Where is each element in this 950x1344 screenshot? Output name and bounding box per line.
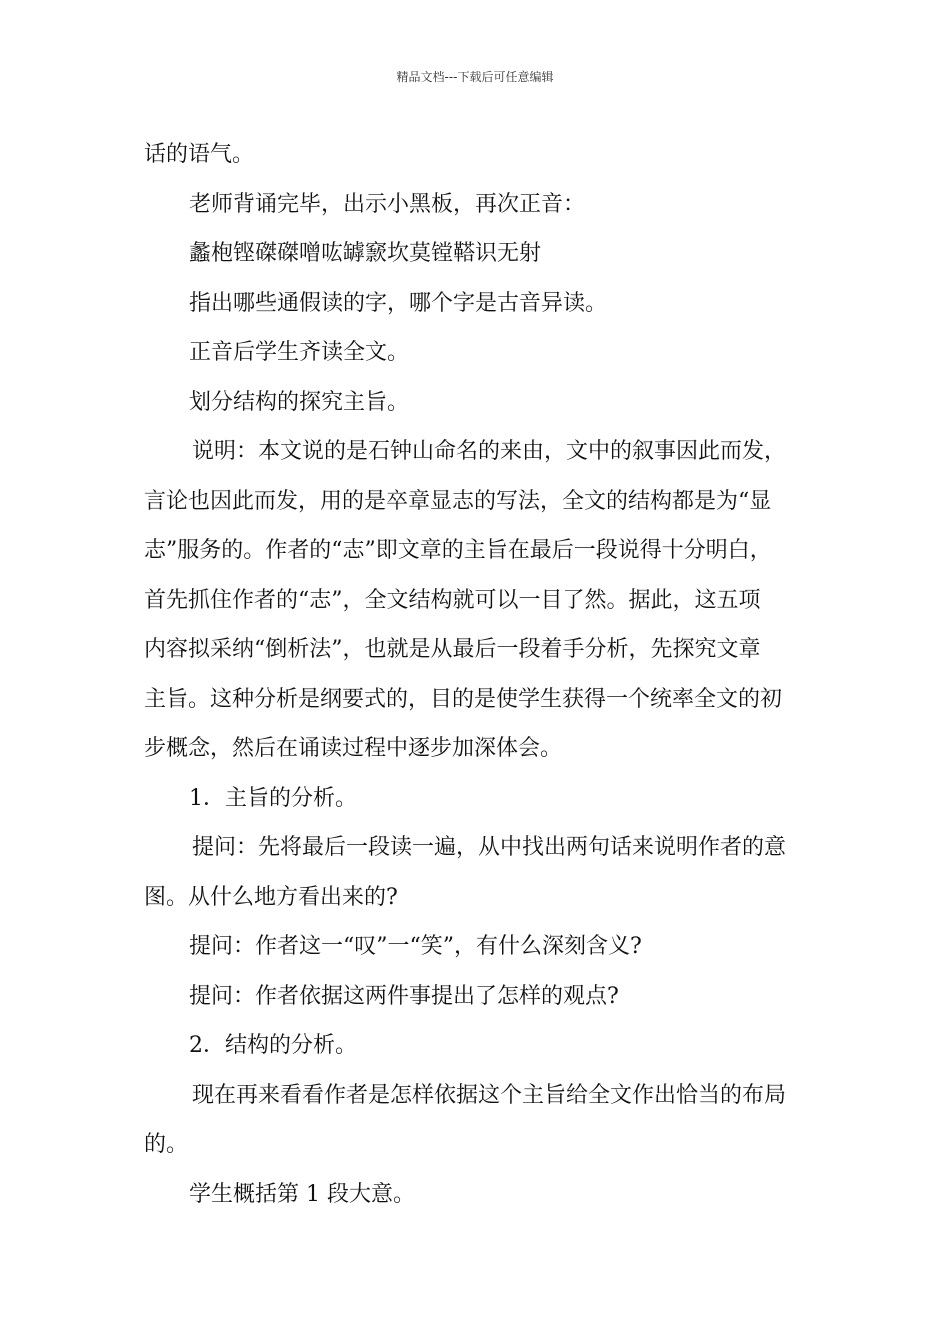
text-line: 志”服务的。作者的“志”即文章的主旨在最后一段说得十分明白， bbox=[144, 538, 772, 563]
text-line: 老师背诵完毕，出示小黑板，再次正音： bbox=[189, 191, 586, 217]
text-line: 蠡枹铿磔磔噌吰罅窾坎莫镗鞳识无射 bbox=[189, 241, 542, 266]
page-header: 精品文档---下载后可任意编辑 bbox=[396, 70, 554, 84]
section-heading: 1．主旨的分析。 bbox=[189, 785, 357, 811]
text-line: 现在再来看看作者是怎样依据这个主旨给全文作出恰当的布局 bbox=[192, 1082, 787, 1108]
text-line: 学生概括第 1 段大意。 bbox=[189, 1181, 415, 1207]
text-line: 图。从什么地方看出来的? bbox=[144, 884, 398, 910]
text-line: 话的语气。 bbox=[144, 142, 255, 167]
text-line: 划分结构的探究主旨。 bbox=[189, 389, 410, 415]
text-line: 内容拟采纳“倒析法”，也就是从最后一段着手分析，先探究文章 bbox=[144, 637, 761, 662]
text-line: 指出哪些通假读的字，哪个字是古音异读。 bbox=[189, 290, 608, 316]
text-line: 提问：先将最后一段读一遍，从中找出两句话来说明作者的意 bbox=[192, 835, 787, 860]
text-line: 步概念，然后在诵读过程中逐步加深体会。 bbox=[144, 736, 563, 761]
text-line: 提问：作者依据这两件事提出了怎样的观点? bbox=[189, 983, 619, 1009]
text-line: 正音后学生齐读全文。 bbox=[189, 340, 410, 365]
text-line: 首先抓住作者的“志”，全文结构就可以一目了然。据此，这五项 bbox=[144, 587, 761, 613]
text-line: 主旨。这种分析是纲要式的，目的是使学生获得一个统率全文的初 bbox=[144, 686, 783, 712]
text-line: 言论也因此而发，用的是卒章显志的写法，全文的结构都是为“显 bbox=[144, 488, 772, 514]
text-line: 说明：本文说的是石钟山命名的来由，文中的叙事因此而发， bbox=[192, 439, 787, 464]
text-line: 提问：作者这一“叹”一“笑”，有什么深刻含义? bbox=[189, 934, 642, 959]
document-body bbox=[144, 130, 824, 1219]
section-heading: 2．结构的分析。 bbox=[189, 1033, 357, 1058]
text-line: 的。 bbox=[144, 1132, 189, 1157]
